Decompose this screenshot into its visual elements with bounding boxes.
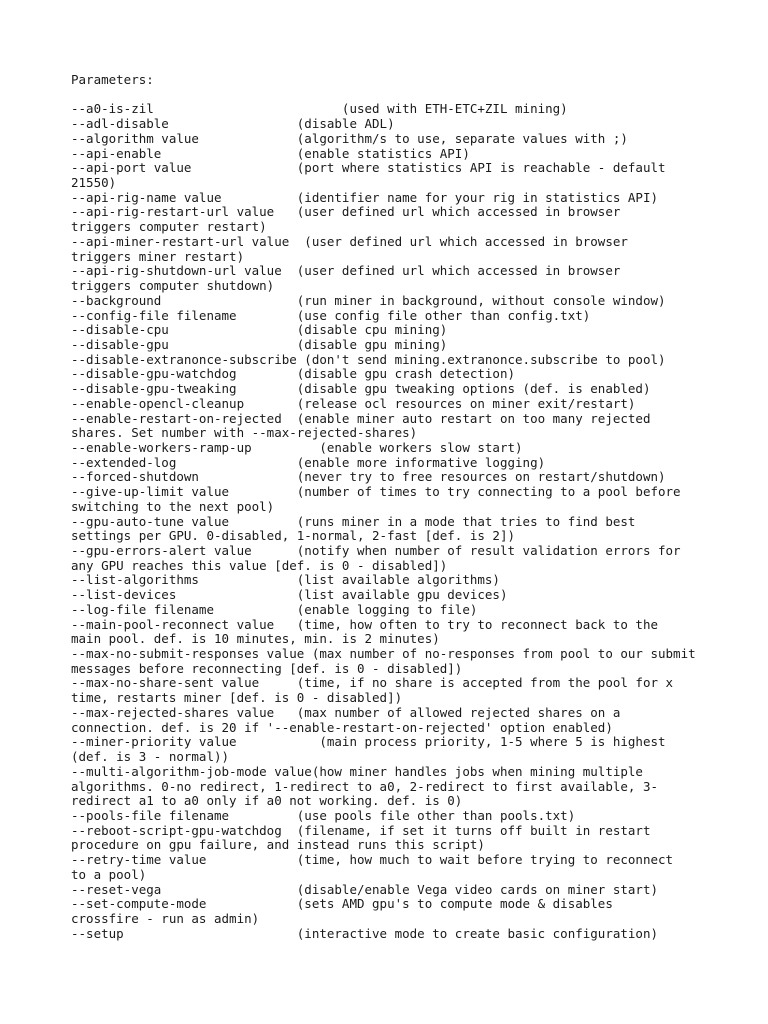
text-line: settings per GPU. 0-disabled, 1-normal, 2-fast [def. is 2]) bbox=[71, 528, 516, 544]
text-line: --main-pool-reconnect value (time, how often to try to reconnect back to the bbox=[71, 616, 658, 632]
text-line: --adl-disable (disable ADL) bbox=[71, 116, 395, 132]
text-line: --retry-time value (time, how much to wait before trying to reconnect bbox=[71, 852, 674, 868]
text-line: main pool. def. is 10 minutes, min. is 2 minutes) bbox=[71, 631, 440, 647]
text-line: (def. is 3 - normal)) bbox=[71, 749, 230, 765]
text-line: --multi-algorithm-job-mode value(how miner handles jobs when mining multiple bbox=[71, 763, 643, 779]
text-line: time, restarts miner [def. is 0 - disabled]) bbox=[71, 690, 403, 706]
text-line: --gpu-errors-alert value (notify when number of result validation errors for bbox=[71, 543, 681, 558]
text-line: --extended-log (enable more informative logging) bbox=[71, 454, 546, 470]
text-line: to a pool) bbox=[71, 866, 147, 882]
text-line: --reboot-script-gpu-watchdog (filename, if set it turns off built in restart bbox=[71, 822, 651, 838]
text-line: --disable-gpu (disable gpu mining) bbox=[71, 336, 448, 352]
text-line: switching to the next pool) bbox=[71, 498, 275, 514]
text-line: --a0-is-zil (used with ETH-ETC+ZIL mining) bbox=[71, 101, 568, 117]
text-line: --api-port value (port where statistics API is reachable - default bbox=[71, 160, 666, 176]
text-line: --max-no-share-sent value (time, if no share is accepted from the pool for x bbox=[71, 675, 674, 691]
text-line: --api-rig-shutdown-url value (user defined url which accessed in browser bbox=[71, 263, 621, 279]
text-line: --api-rig-name value (identifier name for your rig in statistics API) bbox=[71, 189, 658, 205]
text-line: triggers computer shutdown) bbox=[71, 278, 275, 294]
text-line: --log-file filename (enable logging to file) bbox=[71, 601, 478, 617]
text-line: --miner-priority value (main process priority, 1-5 where 5 is highest bbox=[71, 734, 666, 750]
text-line: --reset-vega (disable/enable Vega video cards on miner start) bbox=[71, 881, 658, 897]
text-line: --gpu-auto-tune value (runs miner in a mode that tries to find best bbox=[71, 513, 636, 529]
text-line: --max-no-submit-responses value (max number of no-responses from pool to our submit bbox=[71, 646, 696, 662]
text-line: messages before reconnecting [def. is 0 - disabled]) bbox=[71, 660, 463, 676]
text-line: connection. def. is 20 if '--enable-restart-on-rejected' option enabled) bbox=[71, 719, 613, 735]
text-line: --enable-workers-ramp-up (enable workers slow start) bbox=[71, 439, 523, 455]
text-line: procedure on gpu failure, and instead runs this script) bbox=[71, 837, 485, 853]
text-line: --forced-shutdown (never try to free resources on restart/shutdown) bbox=[71, 469, 666, 485]
text-line: --set-compute-mode (sets AMD gpu's to compute mode & disables bbox=[71, 896, 613, 912]
text-line: --disable-extranonce-subscribe (don't send mining.extranonce.subscribe to pool) bbox=[71, 351, 666, 367]
text-line bbox=[71, 88, 761, 103]
text-line: crossfire - run as admin) bbox=[71, 910, 260, 926]
text-line: --give-up-limit value (number of times to try connecting to a pool before bbox=[71, 484, 681, 500]
text-line: --algorithm value (algorithm/s to use, separate values with ;) bbox=[71, 130, 628, 146]
text-line: --list-devices (list available gpu devices) bbox=[71, 587, 508, 603]
text-line: --enable-opencl-cleanup (release ocl resources on miner exit/restart) bbox=[71, 395, 636, 411]
text-line: triggers computer restart) bbox=[71, 219, 267, 235]
text-line: --api-miner-restart-url value (user defined url which accessed in browser bbox=[71, 233, 628, 249]
text-line: shares. Set number with --max-rejected-shares) bbox=[71, 425, 418, 441]
text-line: --disable-gpu-watchdog (disable gpu crash detection) bbox=[71, 366, 516, 382]
text-line: algorithms. 0-no redirect, 1-redirect to a0, 2-redirect to first available, 3- bbox=[71, 778, 658, 794]
document-body bbox=[71, 73, 761, 941]
text-line: --config-file filename (use config file other than config.txt) bbox=[71, 307, 591, 323]
text-line: any GPU reaches this value [def. is 0 - disabled]) bbox=[71, 557, 448, 573]
text-line: triggers miner restart) bbox=[71, 248, 245, 264]
text-line: --list-algorithms (list available algorithms) bbox=[71, 572, 500, 588]
text-line: --disable-gpu-tweaking (disable gpu tweaking options (def. is enabled) bbox=[71, 381, 651, 397]
text-line: --background (run miner in background, without console window) bbox=[71, 292, 666, 308]
text-line: --api-enable (enable statistics API) bbox=[71, 145, 470, 161]
parameters-heading: Parameters: bbox=[71, 72, 154, 87]
text-line: --api-rig-restart-url value (user defined url which accessed in browser bbox=[71, 204, 621, 220]
text-line: --setup (interactive mode to create basic configuration) bbox=[71, 925, 658, 941]
text-line: --enable-restart-on-rejected (enable miner auto restart on too many rejected bbox=[71, 410, 651, 426]
text-line: 21550) bbox=[71, 175, 117, 191]
text-line: redirect a1 to a0 only if a0 not working. def. is 0) bbox=[71, 793, 463, 809]
text-line: --disable-cpu (disable cpu mining) bbox=[71, 322, 448, 338]
text-line: --max-rejected-shares value (max number of allowed rejected shares on a bbox=[71, 704, 621, 720]
text-line: --pools-file filename (use pools file other than pools.txt) bbox=[71, 807, 576, 823]
